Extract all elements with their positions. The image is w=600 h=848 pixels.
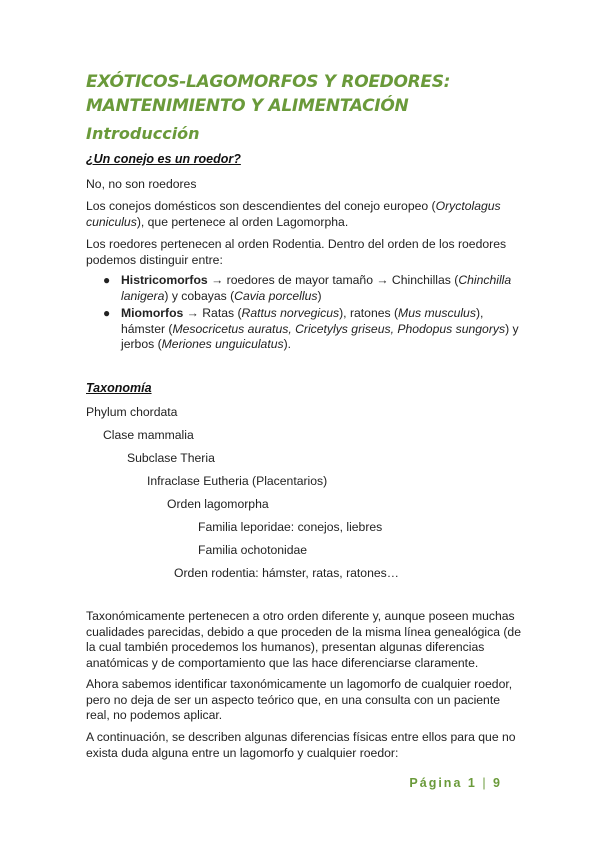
page-total: 9 <box>493 776 502 790</box>
list-item-miomorfos <box>86 306 526 353</box>
taxonomy-familia-ochotonidae: Familia ochotonidae <box>198 543 308 557</box>
taxonomy-phylum: Phylum chordata <box>86 405 178 419</box>
paragraph-roedores: Los roedores pertenecen al orden Rodentia. Dentro del orden de los roedores podemos distinguir entre: <box>86 237 507 267</box>
title-line-2: MANTENIMIENTO Y ALIMENTACIÓN <box>86 96 409 116</box>
question-heading: ¿Un conejo es un roedor? <box>86 152 241 166</box>
p1-scientific-name: Oryctolagus cuniculus <box>86 199 501 229</box>
bullet-dot: ● <box>103 273 111 287</box>
document-title <box>86 70 526 118</box>
taxonomy-orden-rodentia: Orden rodentia: hámster, ratas, ratones… <box>174 566 399 580</box>
list-item-text: → Ratas ( <box>183 306 242 320</box>
bullet-dot: ● <box>103 306 111 320</box>
taxonomy-infraclase: Infraclase Eutheria (Placentarios) <box>147 474 328 488</box>
list-item-scientific: Cavia porcellus <box>234 288 318 303</box>
page-separator: | <box>482 776 488 790</box>
list-item-text: ). <box>283 337 292 351</box>
list-item-scientific: Rattus norvegicus <box>241 306 340 320</box>
list-item-text: ) <box>317 288 322 303</box>
paragraph-conejos <box>86 199 526 230</box>
list-item-text: ) y jerbos ( <box>121 321 519 351</box>
list-item-term: Histricomorfos <box>121 273 208 287</box>
intro-heading: Introducción <box>86 124 200 143</box>
taxonomy-orden-lagomorpha: Orden lagomorpha <box>167 497 269 511</box>
list-item-scientific: Meriones unguiculatus <box>161 337 284 351</box>
taxonomy-familia-leporidae: Familia leporidae: conejos, liebres <box>198 520 383 534</box>
list-item-text: ) y cobayas ( <box>164 288 235 303</box>
page-footer <box>409 776 502 790</box>
taxonomy-clase: Clase mammalia <box>103 428 194 442</box>
list-item-scientific: Chinchilla lanigera <box>121 273 512 303</box>
paragraph-taxonomicamente: Taxonómicamente pertenecen a otro orden diferente y, aunque poseen muchas cualidades parecidas, debido a que proceden de la misma línea genealógica (de la cual también procedemos los humanos), presentan algunas diferencias anatómicas y de comportamiento que las hace diferenciarse claramente. <box>86 609 521 670</box>
taxonomy-heading: Taxonomía <box>86 381 152 395</box>
list-item-scientific: Mesocricetus auratus, Cricetylys griseus, Phodopus sungorys <box>172 321 506 336</box>
list-item-text: ), ratones ( <box>339 306 399 320</box>
answer-paragraph: No, no son roedores <box>86 177 197 191</box>
page-number-label: Página 1 <box>409 776 477 790</box>
paragraph-identificar: Ahora sabemos identificar taxonómicamente un lagomorfo de cualquier roedor, pero no deja de ser un aspecto teórico que, en una consulta con un paciente real, no podemos aplicar. <box>86 677 513 722</box>
taxonomy-subclase: Subclase Theria <box>127 451 215 465</box>
list-item-term: Miomorfos <box>121 306 184 320</box>
title-line-1: EXÓTICOS-LAGOMORFOS Y ROEDORES: <box>86 72 451 92</box>
rodent-list <box>86 273 526 355</box>
p1-text-b: ), que pertenece al orden Lagomorpha. <box>136 214 349 229</box>
paragraph-continuacion: A continuación, se describen algunas diferencias físicas entre ellos para que no exista duda alguna entre un lagomorfo y cualquier roedor: <box>86 730 516 760</box>
list-item-histricomorfos <box>86 273 526 304</box>
list-item-scientific: Mus musculus <box>398 306 476 320</box>
p1-text-a: Los conejos domésticos son descendientes del conejo europeo ( <box>86 199 436 213</box>
list-item-text: → roedores de mayor tamaño → Chinchillas ( <box>207 273 459 287</box>
list-item-text: ), hámster ( <box>121 306 484 336</box>
